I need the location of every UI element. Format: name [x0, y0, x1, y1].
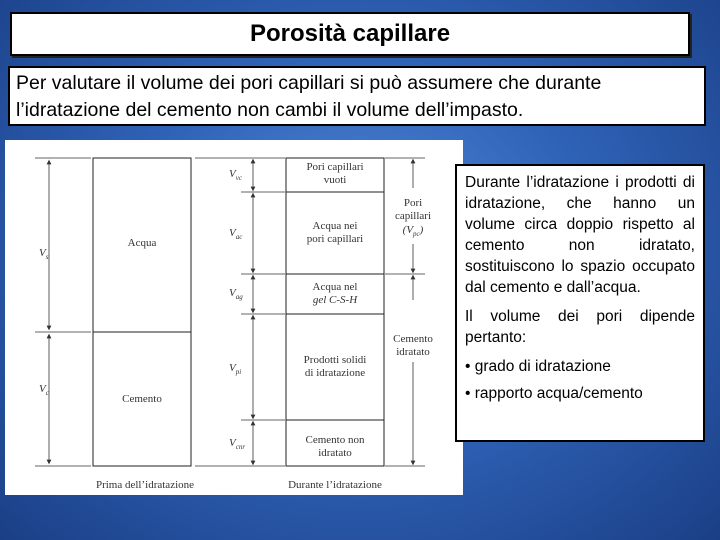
- before-caption: Prima dell’idratazione: [95, 479, 195, 491]
- label-vcnr: $V_{cnr}$: [229, 437, 246, 451]
- before-acqua: Acqua: [127, 237, 157, 249]
- label-vac: $V_{ac}$: [229, 227, 243, 241]
- during-caption: Durante l’idratazione: [288, 479, 382, 491]
- explanation-paragraph-1: Durante l’idratazione i prodotti di idratazione, che hanno un volume circa doppio rispetto al cemento non idratato, sostituiscono lo spazio occupato dal cemento e dall’acqua.: [465, 174, 695, 296]
- right-cem-1: Cemento: [393, 333, 433, 345]
- label-vpi: $V_{pi}$: [229, 362, 242, 376]
- label-vc: $V_c$: [39, 383, 49, 397]
- intro-text: Per valutare il volume dei pori capillari si può assumere che durante l’idratazione del cemento non cambi il volume dell’impasto.: [8, 66, 706, 126]
- left-dimension: [35, 158, 91, 466]
- slide-title: Porosità capillare: [10, 12, 690, 56]
- label-vs: $V_s$: [39, 247, 49, 261]
- right-cem-2: idratato: [396, 346, 430, 358]
- right-pori-2: capillari: [394, 210, 432, 222]
- during-prodotti-2: di idratazione: [304, 367, 366, 379]
- during-cemento-nr-1: Cemento non: [305, 434, 365, 446]
- during-acqua-pori-1: Acqua nei: [312, 220, 358, 232]
- during-pori-vuoti-2: vuoti: [323, 174, 347, 186]
- during-acqua-gel-1: Acqua nel: [312, 281, 358, 293]
- during-cemento-nr-2: idratato: [318, 447, 352, 459]
- explanation-box: [455, 164, 705, 442]
- right-pori-1: Pori: [403, 197, 423, 209]
- during-acqua-gel-2: gel C-S-H: [312, 294, 358, 306]
- bullet-grado: • grado di idratazione: [465, 358, 611, 375]
- during-acqua-pori-2: pori capillari: [306, 233, 364, 245]
- during-prodotti-1: Prodotti solidi: [303, 354, 367, 366]
- right-pori-3: $(V_{pc})$: [402, 224, 424, 238]
- before-cemento: Cemento: [122, 393, 162, 405]
- label-vvc: $V_{vc}$: [229, 168, 242, 182]
- porosity-diagram: [5, 140, 463, 495]
- bullet-rapporto: • rapporto acqua/cemento: [465, 385, 643, 402]
- explanation-paragraph-2: Il volume dei pori dipende pertanto:: [465, 308, 695, 346]
- before-column: [93, 158, 191, 466]
- during-pori-vuoti-1: Pori capillari: [306, 161, 364, 173]
- middle-dimension: [195, 158, 285, 466]
- label-vag: $V_{ag}$: [229, 287, 243, 301]
